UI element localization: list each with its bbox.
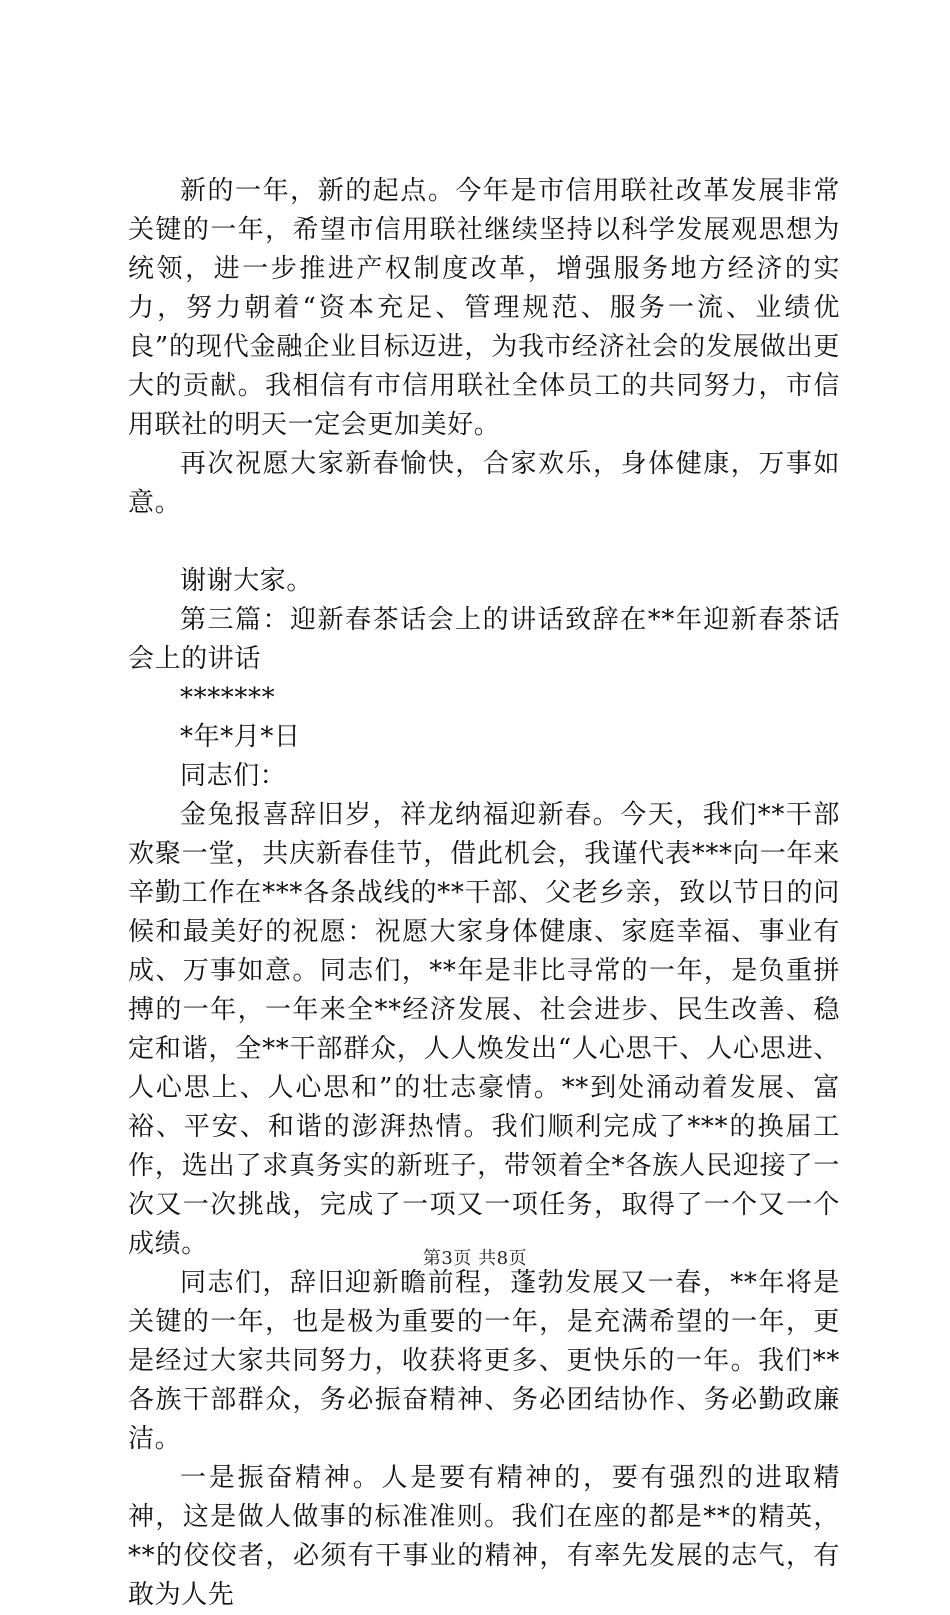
salutation: 同志们： (180, 761, 287, 791)
paragraph-new-year: 新的一年，新的起点。今年是市信用联社改革发展非常关键的一年，希望市信用联社继续坚持以科学发展观思想为统领，进一步推进产权制度改革，增强服务地方经济的实力，努力朝着“资本充足、管理规范、服务一流、业绩优良”的现代金融企业目标迈进，为我市经济社会的发展做出更大的贡献。我相信有市信用联社全体员工的共同努力，市信用联社的明天一定会更加美好。 (128, 176, 840, 440)
paragraph-outlook: 同志们，辞旧迎新瞻前程，蓬勃发展又一春，**年将是关键的一年，也是极为重要的一年，是充满希望的一年，更是经过大家共同努力，收获将更多、更快乐的一年。我们**各族干部群众，务必振奋精神、务必团结协作、务必勤政廉洁。 (128, 1268, 840, 1454)
speech-date: *年*月*日 (180, 722, 301, 752)
section-heading: 第三篇：迎新春茶话会上的讲话致辞在**年迎新春茶话会上的讲话 (128, 605, 840, 674)
paragraph-spirit: 一是振奋精神。人是要有精神的，要有强烈的进取精神，这是做人做事的标准准则。我们在座的都是**的精英，**的佼佼者，必须有干事业的精神，有率先发展的志气，有敢为人先 (128, 1463, 840, 1610)
paragraph-wishes: 再次祝愿大家新春愉快，合家欢乐，身体健康，万事如意。 (128, 449, 840, 518)
speaker-name: ******* (180, 683, 276, 713)
paragraph-greeting: 金兔报喜辞旧岁，祥龙纳福迎新春。今天，我们**干部欢聚一堂，共庆新春佳节，借此机会，我谨代表***向一年来辛勤工作在***各条战线的**干部、父老乡亲，致以节日的问候和最美好的祝愿：祝愿大家身体健康、家庭幸福、事业有成、万事如意。同志们，**年是非比寻常的一年，是负重拼搏的一年，一年来全**经济发展、社会进步、民生改善、稳定和谐，全**干部群众，人人焕发出“人心思干、人心思进、人心思上、人心思和”的壮志豪情。**到处涌动着发展、富裕、平安、和谐的澎湃热情。我们顺利完成了***的换届工作，选出了求真务实的新班子，带领着全*各族人民迎接了一次又一次挑战，完成了一项又一项任务，取得了一个又一个成绩。 (128, 800, 840, 1259)
blank-line (128, 523, 840, 562)
document-body (128, 172, 840, 1615)
paragraph-thanks: 谢谢大家。 (180, 566, 314, 596)
page-number-footer: 第3页 共8页 (422, 1248, 528, 1269)
